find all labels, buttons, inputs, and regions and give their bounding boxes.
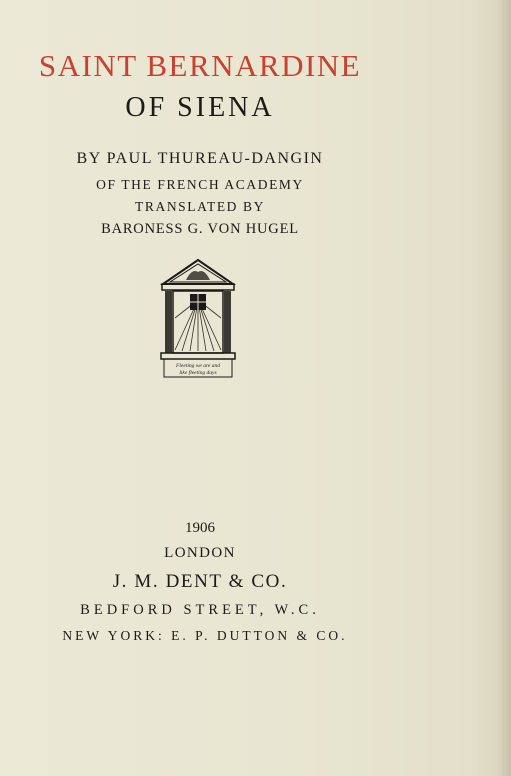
imprint-newyork: NEW YORK: E. P. DUTTON & CO. xyxy=(62,628,348,643)
device-motto-line-2: like fleeting days xyxy=(179,370,217,376)
publisher-device-sundial-icon xyxy=(160,258,236,380)
title-line-1: SAINT BERNARDINE xyxy=(38,48,362,83)
title-line-2: OF SIENA xyxy=(125,92,275,123)
imprint-street: BEDFORD STREET, W.C. xyxy=(80,602,320,618)
imprint-city: LONDON xyxy=(164,545,236,561)
translator-line: BARONESS G. VON HUGEL xyxy=(101,221,299,237)
author-line: BY PAUL THUREAU-DANGIN xyxy=(76,150,324,167)
imprint-year: 1906 xyxy=(185,520,215,536)
device-motto-line-1: Fleeting we are and xyxy=(176,363,220,369)
translated-by-line: TRANSLATED BY xyxy=(135,199,265,214)
page-edge-shadow xyxy=(497,0,511,776)
imprint-publisher: J. M. DENT & CO. xyxy=(112,571,288,592)
affiliation-line: OF THE FRENCH ACADEMY xyxy=(96,177,304,192)
